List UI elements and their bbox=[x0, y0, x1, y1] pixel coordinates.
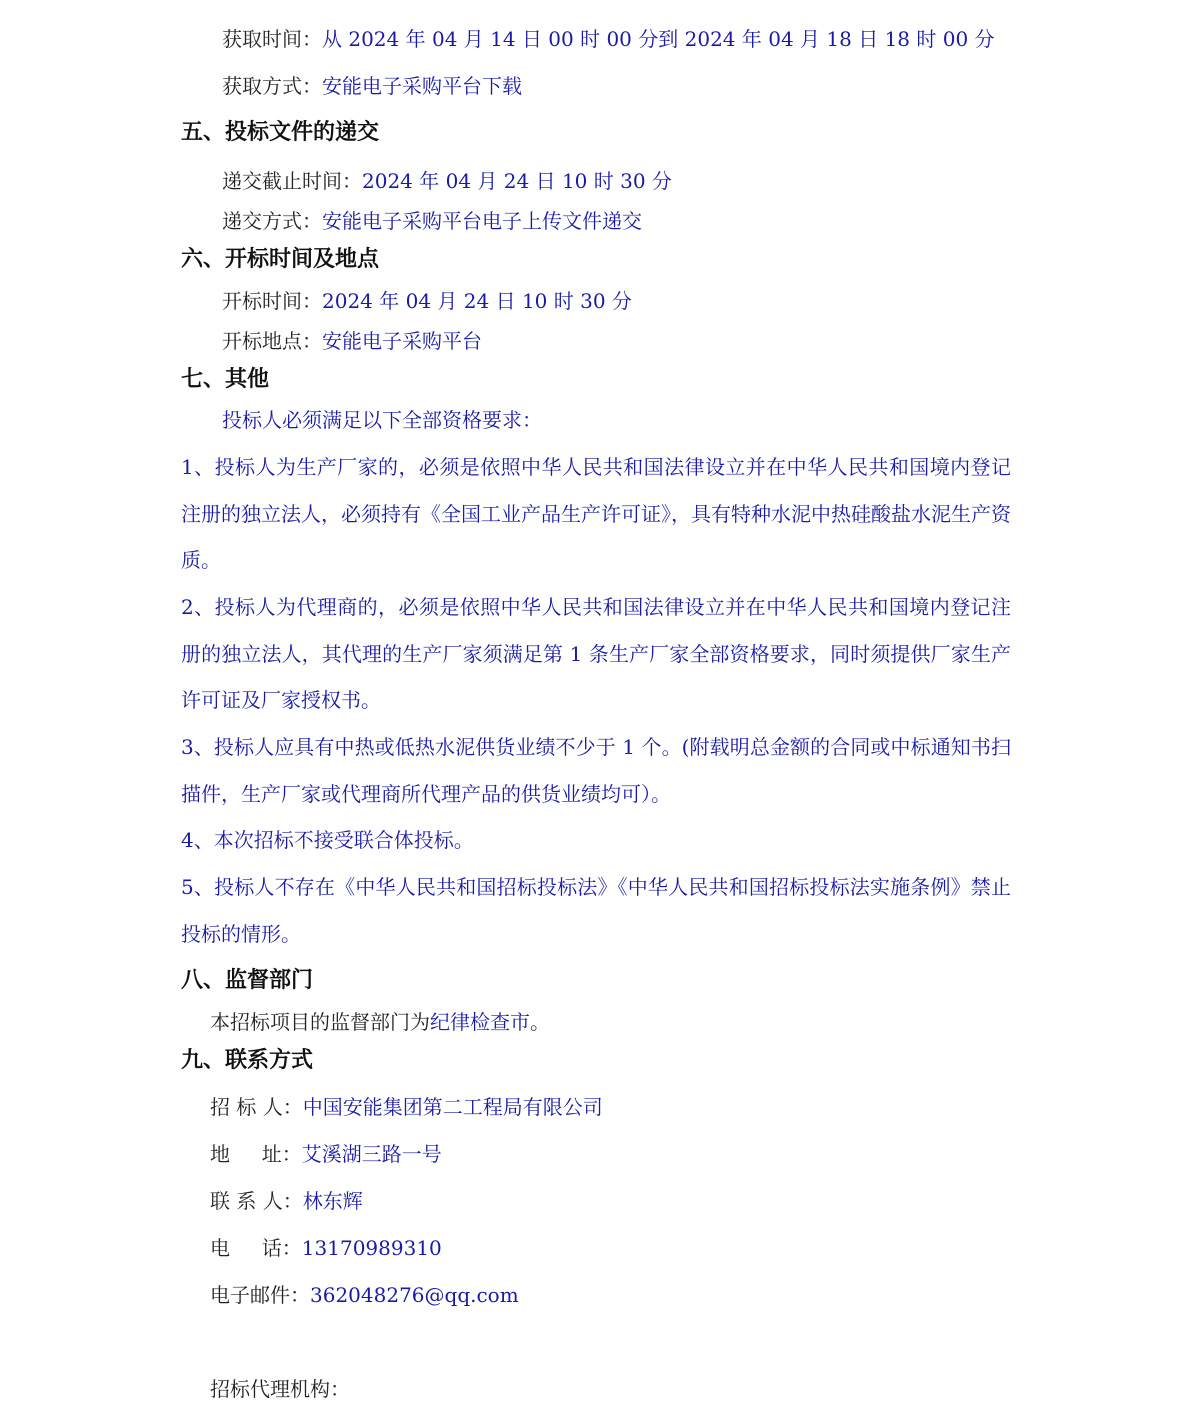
section8-heading: 八、监督部门 bbox=[181, 968, 314, 993]
section6-heading: 六、开标时间及地点 bbox=[181, 247, 380, 272]
submit-deadline-label: 递交截止时间： bbox=[222, 169, 362, 193]
contact-person-label: 联 系 人： bbox=[210, 1189, 303, 1213]
email-row bbox=[210, 1281, 519, 1309]
acquire-time-row bbox=[222, 25, 995, 53]
tenderer-label: 招 标 人： bbox=[210, 1095, 303, 1119]
agency-label: 招标代理机构： bbox=[210, 1377, 350, 1401]
qualification-item-2: 2、投标人为代理商的，必须是依照中华人民共和国法律设立并在中华人民共和国境内登记注册的独立法人，其代理的生产厂家须满足第 1 条生产厂家全部资格要求，同时须提供厂家生产许可证及厂家授权书。 bbox=[181, 595, 1011, 712]
opening-place-value: 安能电子采购平台 bbox=[322, 329, 482, 353]
acquire-method-row bbox=[222, 72, 522, 100]
email-label: 电子邮件： bbox=[210, 1283, 310, 1307]
submit-method-label: 递交方式： bbox=[222, 209, 322, 233]
opening-place-label: 开标地点： bbox=[222, 329, 322, 353]
supervision-suffix: 。 bbox=[530, 1010, 550, 1034]
qualification-item-3: 3、投标人应具有中热或低热水泥供货业绩不少于 1 个。(附载明总金额的合同或中标通知书扫描件，生产厂家或代理商所代理产品的供货业绩均可）。 bbox=[181, 735, 1011, 806]
supervision-text bbox=[210, 1008, 550, 1036]
acquire-time-value: 从 2024 年 04 月 14 日 00 时 00 分到 2024 年 04 月 18 日 18 时 00 分 bbox=[322, 27, 995, 51]
phone-label: 电 话： bbox=[210, 1236, 302, 1260]
supervision-department: 纪律检查市 bbox=[430, 1010, 530, 1034]
agency-row bbox=[210, 1375, 350, 1403]
submit-method-row bbox=[222, 207, 642, 235]
section7-heading: 七、其他 bbox=[181, 367, 270, 392]
opening-place-row bbox=[222, 327, 482, 355]
address-label: 地 址： bbox=[210, 1142, 302, 1166]
phone-value: 13170989310 bbox=[301, 1236, 442, 1260]
tenderer-row bbox=[210, 1093, 603, 1121]
contact-person-row bbox=[210, 1187, 363, 1215]
section9-heading: 九、联系方式 bbox=[181, 1048, 314, 1073]
acquire-time-label: 获取时间： bbox=[222, 27, 322, 51]
address-value: 艾溪湖三路一号 bbox=[301, 1142, 442, 1166]
supervision-prefix: 本招标项目的监督部门为 bbox=[210, 1010, 430, 1034]
submit-method-value: 安能电子采购平台电子上传文件递交 bbox=[322, 209, 642, 233]
tenderer-value: 中国安能集团第二工程局有限公司 bbox=[302, 1095, 603, 1119]
acquire-method-value: 安能电子采购平台下载 bbox=[322, 74, 522, 98]
qualification-item-5: 5、投标人不存在《中华人民共和国招标投标法》《中华人民共和国招标投标法实施条例》禁止投标的情形。 bbox=[181, 875, 1011, 946]
opening-time-value: 2024 年 04 月 24 日 10 时 30 分 bbox=[322, 289, 632, 313]
phone-row bbox=[210, 1234, 442, 1262]
opening-time-row bbox=[222, 287, 632, 315]
qualification-item-4: 4、本次招标不接受联合体投标。 bbox=[181, 828, 474, 852]
address-row bbox=[210, 1140, 442, 1168]
qualification-intro: 投标人必须满足以下全部资格要求： bbox=[222, 408, 542, 432]
submit-deadline-row bbox=[222, 167, 672, 195]
qualification-item-1: 1、投标人为生产厂家的，必须是依照中华人民共和国法律设立并在中华人民共和国境内登记注册的独立法人，必须持有《全国工业产品生产许可证》，具有特种水泥中热硅酸盐水泥生产资质。 bbox=[181, 455, 1011, 572]
contact-person-value: 林东辉 bbox=[302, 1189, 363, 1213]
acquire-method-label: 获取方式： bbox=[222, 74, 322, 98]
section5-heading: 五、投标文件的递交 bbox=[181, 120, 380, 145]
email-value: 362048276@qq.com bbox=[310, 1283, 519, 1307]
opening-time-label: 开标时间： bbox=[222, 289, 322, 313]
submit-deadline-value: 2024 年 04 月 24 日 10 时 30 分 bbox=[362, 169, 672, 193]
